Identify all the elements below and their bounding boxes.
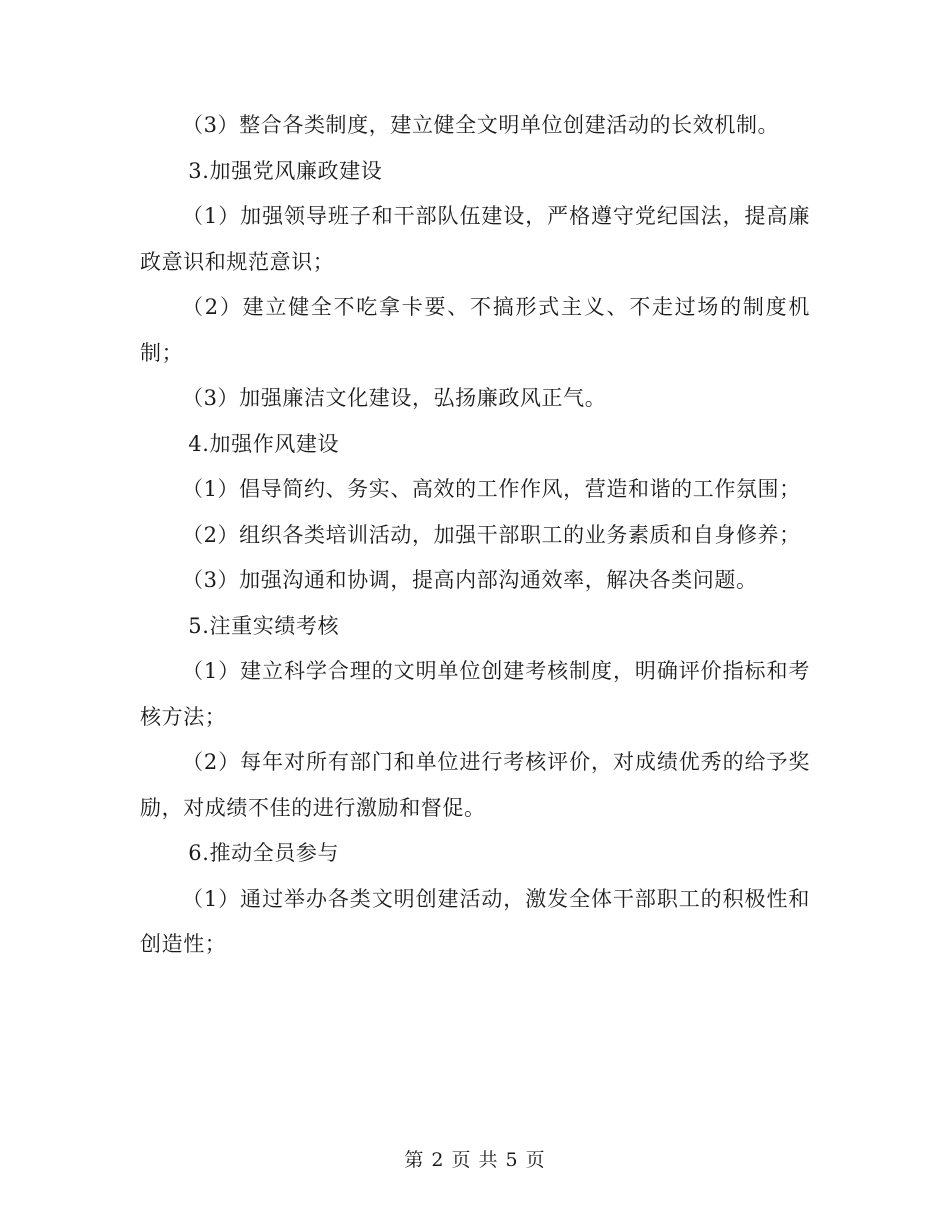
page-number-footer: 第 2 页 共 5 页 — [404, 1149, 546, 1171]
paragraph: （1）加强领导班子和干部队伍建设，严格遵守党纪国法，提高廉政意识和规范意识； — [140, 204, 810, 274]
paragraph: （1）建立科学合理的文明单位创建考核制度，明确评价指标和考核方法； — [140, 659, 810, 729]
paragraph: （2）组织各类培训活动，加强干部职工的业务素质和自身修养； — [182, 522, 801, 547]
document-body — [140, 103, 810, 968]
paragraph: （1）倡导简约、务实、高效的工作作风，营造和谐的工作氛围； — [182, 477, 801, 501]
section-heading: 6.推动全员参与 — [188, 841, 340, 865]
paragraph: （3）加强沟通和协调，提高内部沟通效率，解决各类问题。 — [182, 568, 758, 592]
paragraph: （2）建立健全不吃拿卡要、不搞形式主义、不走过场的制度机制； — [140, 295, 810, 365]
paragraph: （3）加强廉洁文化建设，弘扬廉政风正气。 — [182, 386, 607, 410]
paragraph: （3）整合各类制度，建立健全文明单位创建活动的长效机制。 — [182, 113, 780, 137]
section-heading: 3.加强党风廉政建设 — [188, 158, 383, 183]
paragraph: （2）每年对所有部门和单位进行考核评价，对成绩优秀的给予奖励，对成绩不佳的进行激励和督促。 — [140, 750, 810, 820]
section-heading: 4.加强作风建设 — [188, 431, 340, 456]
section-heading: 5.注重实绩考核 — [188, 613, 340, 638]
paragraph: （1）通过举办各类文明创建活动，激发全体干部职工的积极性和创造性； — [140, 886, 810, 956]
